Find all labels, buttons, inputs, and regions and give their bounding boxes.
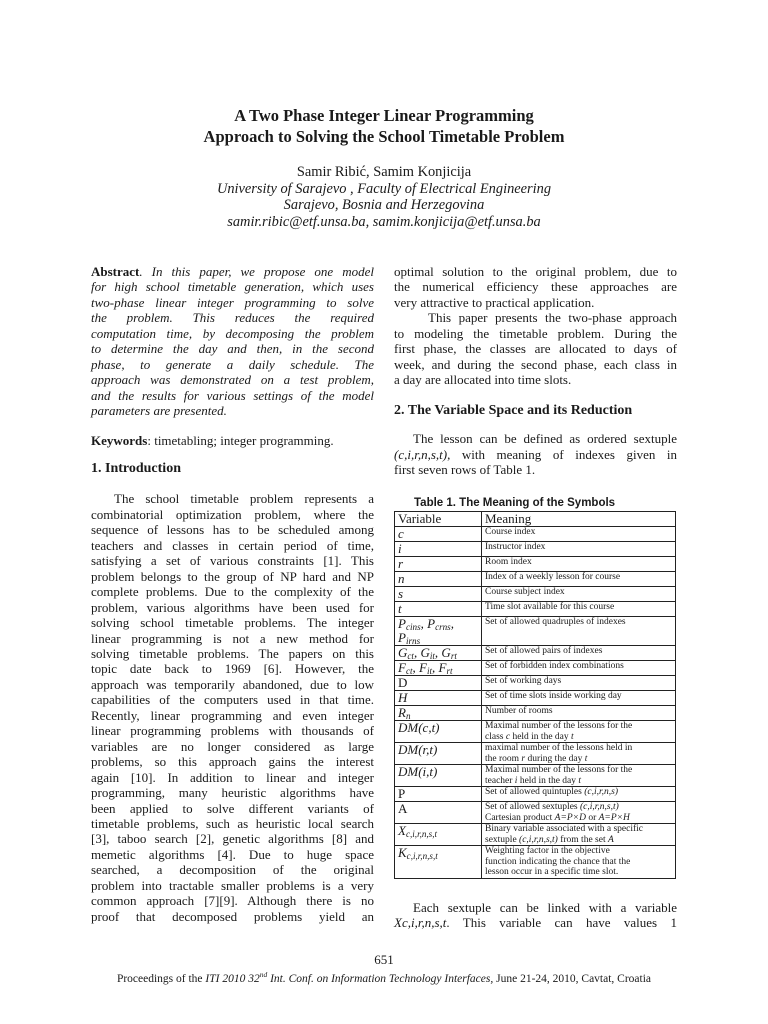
- body-line: This paper presents the two-phase approach: [428, 310, 677, 326]
- table-header-row: [395, 512, 676, 527]
- abstract-line: parameters are presented.: [91, 403, 227, 419]
- table-row: [395, 802, 676, 824]
- table-row: [395, 676, 676, 691]
- symbol: DM(r,t): [398, 742, 438, 757]
- meaning: Time slot available for this course: [482, 602, 676, 617]
- meaning: Course subject index: [482, 587, 676, 602]
- meaning: Maximal number of the lessons for the class c held in the day t: [482, 721, 676, 743]
- after-table-text: [394, 900, 677, 931]
- intro-line: solving school timetable problems. The integer: [91, 615, 374, 631]
- variable-expression: Xc,i,r,n,s,t: [394, 915, 447, 931]
- body-line: a day are allocated into time slots.: [394, 372, 572, 388]
- table-row: [395, 527, 676, 542]
- symbol: D: [395, 676, 482, 691]
- intro-line: been applied to solve different variants of: [91, 800, 374, 816]
- meaning: Set of time slots inside working day: [482, 691, 676, 706]
- meaning: Room index: [482, 557, 676, 572]
- paper-title-line2: Approach to Solving the School Timetable Problem: [203, 127, 565, 146]
- intro-line: topic date back to 1969 [6]. However, the: [91, 661, 374, 677]
- abstract: Abstract. In this paper, we propose one model for high school timetable generation, which uses two-phase linear integer programming to solve the problem. This reduces the required computation time, by decomposing the problem to determine the day and then, in the second phase, to generate a daily schedule. The approach was demonstrated on a test problem, and the results for various settings of the model parameters are presented.: [91, 264, 374, 419]
- meaning: Set of allowed quadruples of indexes: [482, 617, 676, 646]
- keywords: Keywords: timetabling; integer programming.: [91, 432, 334, 448]
- symbols-table: [394, 511, 676, 879]
- section-heading-variable-space: 2. The Variable Space and its Reduction: [394, 402, 633, 418]
- intro-line: memetic algorithms [4]. Due to huge space: [91, 846, 374, 862]
- location: Sarajevo, Bosnia and Herzegovina: [283, 197, 485, 213]
- meaning: Set of working days: [482, 676, 676, 691]
- proceedings-footer: Proceedings of the ITI 2010 32nd Int. Conf. on Information Technology Interfaces, June 21-24, 2010, Cavtat, Croatia: [116, 970, 652, 985]
- table-row: [395, 691, 676, 706]
- intro-line: [3], taboo search [2], genetic algorithms [8] and: [91, 831, 374, 847]
- symbol: $G_{ct}$, $G_{it}$, $G_{rt}$: [395, 646, 482, 661]
- intro-line: linear programming is not a new method for: [91, 630, 374, 646]
- table-row: [395, 824, 676, 846]
- intro-line: problem into tractable smaller problems is a very: [91, 877, 374, 893]
- body-line: optimal solution to the original problem, due to: [394, 264, 677, 279]
- symbol: t: [398, 601, 402, 616]
- intro-line: timetable problems, such as heuristic local search: [91, 815, 374, 831]
- meaning: Set of allowed quintuples (c,i,r,n,s): [482, 787, 676, 802]
- symbol: DM(c,t): [398, 720, 440, 735]
- intro-line: combinatorial optimization problem, where the: [91, 506, 374, 522]
- body-line: The lesson can be defined as ordered sextuple: [413, 431, 677, 447]
- abstract-line: the problem. This reduces the required: [91, 310, 374, 326]
- abstract-line: approach was demonstrated on a test problem,: [91, 372, 374, 388]
- table-row: [395, 765, 676, 787]
- page-number: 651: [374, 952, 394, 967]
- table-row: [395, 587, 676, 602]
- meaning: Set of allowed pairs of indexes: [482, 646, 676, 661]
- abstract-label: Abstract: [91, 264, 140, 279]
- intro-line: proof that decomposed problems yield an: [91, 908, 374, 924]
- intro-line: satisfying a set of various constraints [1]. This: [91, 553, 374, 569]
- table-row: [395, 602, 676, 617]
- body-line: Each sextuple can be linked with a variable: [413, 900, 677, 915]
- intro-line: complete problems. Due to the complexity of the: [91, 584, 374, 600]
- symbol: $F_{ct}$, $F_{it}$, $F_{rt}$: [395, 661, 482, 676]
- intro-line: solving timetable problems. The papers on this: [91, 645, 374, 661]
- abstract-line: phase, to generate a daily schedule. The: [91, 356, 374, 372]
- symbol: DM(i,t): [398, 764, 438, 779]
- intro-line: approach was temporarily abandoned, due to low: [91, 676, 374, 692]
- body-line: week, and during the second phase, each class in: [394, 356, 677, 372]
- abstract-line: and the results for various settings of the model: [91, 387, 374, 403]
- intro-line: again [10]. In addition to linear and integer: [91, 769, 374, 785]
- symbol: $X_{c,i,r,n,s,t}$: [395, 824, 482, 846]
- right-column: [394, 264, 677, 477]
- body-line: to modeling the timetable problem. During the: [394, 325, 677, 341]
- paper-title-line1: A Two Phase Integer Linear Programming: [234, 106, 534, 125]
- introduction-body: [91, 491, 374, 924]
- meaning: Instructor index: [482, 542, 676, 557]
- body-line: first phase, the classes are allocated to days of: [394, 341, 677, 357]
- abstract-line: In this paper, we propose one model: [151, 264, 374, 279]
- body-line: Xc,i,r,n,s,t. This variable can have values 1: [394, 915, 677, 931]
- intro-line: problem belongs to the group of NP hard and NP: [91, 568, 374, 584]
- meaning: Set of forbidden index combinations: [482, 661, 676, 676]
- intro-line: Recently, linear programming and even integer: [91, 707, 374, 723]
- intro-line: searched, a decomposition of the original: [91, 862, 374, 878]
- intro-line: variables are no longer considered as large: [91, 738, 374, 754]
- abstract-line: to determine the day and then, in the second: [91, 341, 374, 357]
- table-row: [395, 721, 676, 743]
- intro-line: linear programming problems with thousands of: [91, 723, 374, 739]
- meaning: Binary variable associated with a specific sextuple (c,i,r,n,s,t) from the set A: [482, 824, 676, 846]
- keywords-label: Keywords: [91, 432, 148, 448]
- meaning: Set of allowed sextuples (c,i,r,n,s,t) Cartesian product A=P×D or A=P×H: [482, 802, 676, 824]
- table-caption: Table 1. The Meaning of the Symbols: [414, 497, 616, 509]
- table-row: [395, 542, 676, 557]
- meaning: Weighting factor in the objective function indicating the chance that the lesson occur in a specific time slot.: [482, 846, 676, 879]
- body-line: (c,i,r,n,s,t), with meaning of indexes given in: [394, 446, 677, 462]
- column-header-meaning: Meaning: [482, 512, 676, 527]
- intro-line: sequence of lessons has to be scheduled among: [91, 522, 374, 538]
- symbol: $K_{c,i,r,n,s,t}$: [395, 846, 482, 879]
- table-row: [395, 557, 676, 572]
- intro-line: The school timetable problem represents a: [114, 491, 374, 507]
- section2-body: [394, 431, 677, 477]
- column-header-variable: Variable: [395, 512, 482, 527]
- table-row: [395, 646, 676, 661]
- table-row: [395, 787, 676, 802]
- abstract-line: for high school timetable generation, which uses: [91, 279, 374, 295]
- body-line: the numerical efficiency these approaches are: [394, 279, 677, 295]
- emails: samir.ribic@etf.unsa.ba, samim.konjicija@etf.unsa.ba: [227, 214, 541, 230]
- table-row: [395, 617, 676, 646]
- tuple-expression: (c,i,r,n,s,t): [394, 446, 448, 462]
- symbol: P: [395, 787, 482, 802]
- symbol: r: [398, 556, 404, 571]
- symbol: $R_n$: [395, 706, 482, 721]
- body-line: very attractive to practical application.: [394, 294, 595, 310]
- symbol: s: [398, 586, 404, 601]
- table-row: [395, 572, 676, 587]
- intro-line: teachers and classes in certain period of time,: [91, 537, 374, 553]
- left-column: [91, 264, 374, 924]
- meaning: Maximal number of the lessons for the teacher i held in the day t: [482, 765, 676, 787]
- intro-line: problem, various algorithms have been used for: [91, 599, 374, 615]
- body-line: first seven rows of Table 1.: [394, 461, 536, 477]
- table-row: [395, 846, 676, 879]
- abstract-line: two-phase linear integer programming to solve: [91, 294, 374, 310]
- meaning: Index of a weekly lesson for course: [482, 572, 676, 587]
- abstract-line: computation time, by decomposing the problem: [91, 325, 374, 341]
- table-row: [395, 706, 676, 721]
- affiliation: University of Sarajevo , Faculty of Electrical Engineering: [216, 181, 552, 197]
- meaning: maximal number of the lessons held in the room r during the day t: [482, 743, 676, 765]
- symbol: i: [398, 541, 402, 556]
- intro-line: common approach [7][9]. Although there is no: [91, 893, 374, 909]
- table-row: [395, 743, 676, 765]
- section-heading-introduction: 1. Introduction: [91, 460, 181, 476]
- symbol: n: [398, 571, 405, 586]
- intro-line: capabilities of the computers used in that time.: [91, 692, 374, 708]
- table-row: [395, 661, 676, 676]
- symbol: A: [395, 802, 482, 824]
- symbol: c: [398, 526, 404, 541]
- meaning: Number of rooms: [482, 706, 676, 721]
- meaning: Course index: [482, 527, 676, 542]
- intro-line: programming, many heuristic algorithms have: [91, 785, 374, 801]
- authors: Samir Ribić, Samim Konjicija: [296, 164, 472, 180]
- symbol: H: [398, 690, 408, 705]
- intro-line: problems, so this approach gains the interest: [91, 754, 374, 770]
- symbol: $P_{cins}$, $P_{crns}$, $P_{irns}$: [395, 617, 482, 646]
